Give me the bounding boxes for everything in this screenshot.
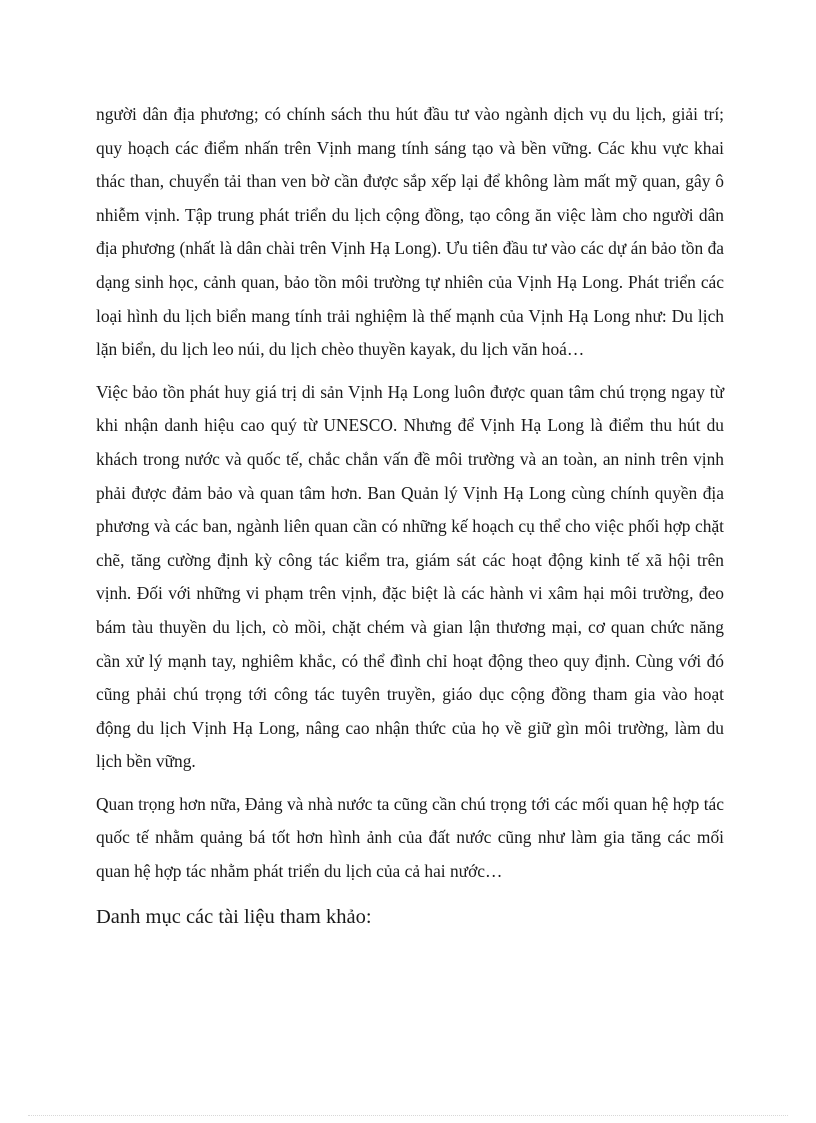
references-heading: Danh mục các tài liệu tham khảo: [96, 905, 372, 928]
page-bottom-divider [28, 1115, 788, 1116]
paragraph-tourism-development: người dân địa phương; có chính sách thu hút đầu tư vào ngành dịch vụ du lịch, giải trí; quy hoạch các điểm nhấn trên Vịnh mang tính sáng tạo và bền vững. Các khu vực khai thác than, chuyển tải than ven bờ cần được sắp xếp lại để không làm mất mỹ quan, gây ô nhiễm vịnh. Tập trung phát triển du lịch cộng đồng, tạo công ăn việc làm cho người dân địa phương (nhất là dân chài trên Vịnh Hạ Long). Ưu tiên đầu tư vào các dự án bảo tồn đa dạng sinh học, cảnh quan, bảo tồn môi trường tự nhiên của Vịnh Hạ Long. Phát triển các loại hình du lịch biển mang tính trải nghiệm là thế mạnh của Vịnh Hạ Long như: Du lịch lặn biển, du lịch leo núi, du lịch chèo thuyền kayak, du lịch văn hoá… [96, 104, 724, 360]
paragraph-international-cooperation: Quan trọng hơn nữa, Đảng và nhà nước ta cũng cần chú trọng tới các mối quan hệ hợp tác quốc tế nhằm quảng bá tốt hơn hình ảnh của đất nước cũng như làm gia tăng các mối quan hệ hợp tác nhằm phát triển du lịch của cả hai nước… [96, 793, 724, 882]
paragraph-heritage-conservation: Việc bảo tồn phát huy giá trị di sản Vịnh Hạ Long luôn được quan tâm chú trọng ngay từ khi nhận danh hiệu cao quý từ UNESCO. Nhưng để Vịnh Hạ Long là điểm thu hút du khách trong nước và quốc tế, chắc chắn vấn đề môi trường và an toàn, an ninh trên vịnh phải được đảm bảo và quan tâm hơn. Ban Quản lý Vịnh Hạ Long cùng chính quyền địa phương và các ban, ngành liên quan cần có những kế hoạch cụ thể cho việc phối hợp chặt chẽ, tăng cường định kỳ công tác kiểm tra, giám sát các hoạt động kinh tế xã hội trên vịnh. Đối với những vi phạm trên vịnh, đặc biệt là các hành vi xâm hại môi trường, đeo bám tàu thuyền du lịch, cò mồi, chặt chém và gian lận thương mại, cơ quan chức năng cần xử lý mạnh tay, nghiêm khắc, có thể đình chỉ hoạt động theo quy định. Cùng với đó cũng phải chú trọng tới công tác tuyên truyền, giáo dục cộng đồng tham gia vào hoạt động du lịch Vịnh Hạ Long, nâng cao nhận thức của họ về giữ gìn môi trường, làm du lịch bền vững. [96, 381, 724, 772]
document-body [96, 98, 724, 932]
